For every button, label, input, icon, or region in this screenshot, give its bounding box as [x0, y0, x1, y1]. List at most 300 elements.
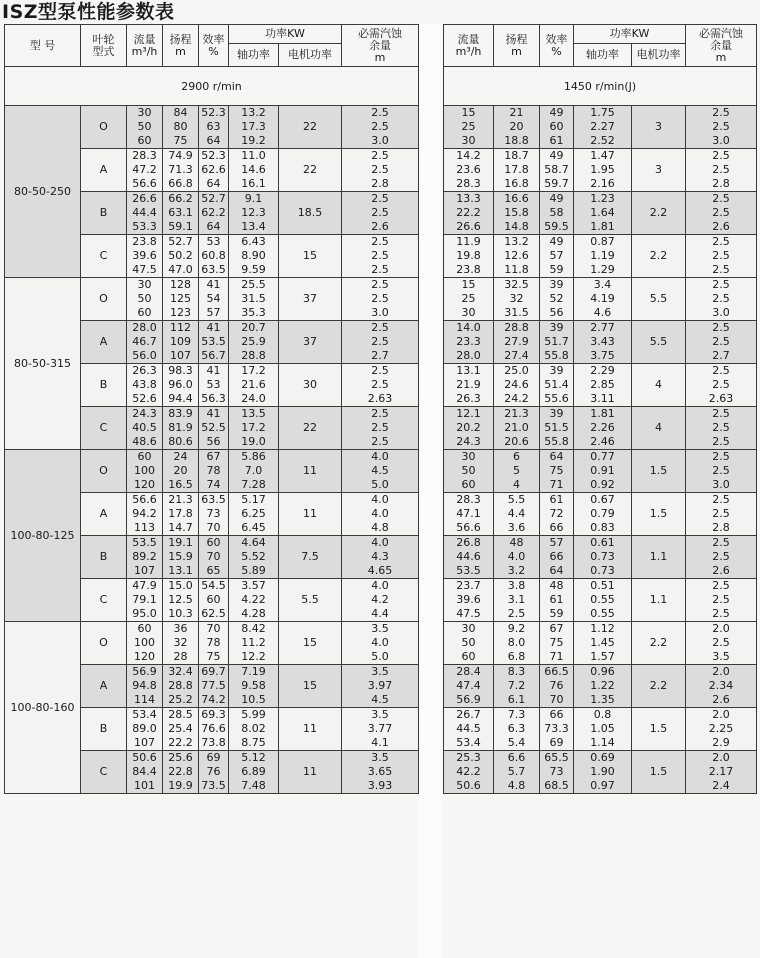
npsh-cell: 2.5 [342, 421, 419, 435]
efficiency-cell: 73.5 [199, 779, 229, 794]
npsh-cell: 2.63 [342, 392, 419, 407]
npsh-cell: 2.5 [342, 435, 419, 450]
table-row [444, 177, 757, 192]
table-row [444, 134, 757, 149]
table-row [444, 765, 757, 779]
head-cell: 8.0 [494, 636, 540, 650]
npsh-cell: 4.0 [342, 579, 419, 594]
shaft-power-cell: 28.8 [229, 349, 279, 364]
motor-power-cell: 5.5 [632, 278, 686, 321]
flow-cell: 107 [127, 736, 163, 751]
shaft-power-cell: 1.64 [574, 206, 632, 220]
shaft-power-cell: 4.19 [574, 292, 632, 306]
flow-cell: 11.9 [444, 235, 494, 250]
head-cell: 13.1 [163, 564, 199, 579]
shaft-power-cell: 2.16 [574, 177, 632, 192]
table-row [444, 206, 757, 220]
npsh-cell: 2.0 [686, 708, 757, 723]
motor-power-cell: 1.5 [632, 751, 686, 794]
header-efficiency-r: 效率 % [540, 25, 574, 67]
head-cell: 25.6 [163, 751, 199, 766]
impeller-type-cell: A [81, 321, 127, 364]
npsh-cell: 2.5 [686, 192, 757, 207]
flow-cell: 13.3 [444, 192, 494, 207]
shaft-power-cell: 3.11 [574, 392, 632, 407]
shaft-power-cell: 16.1 [229, 177, 279, 192]
efficiency-cell: 67 [199, 450, 229, 465]
shaft-power-cell: 31.5 [229, 292, 279, 306]
head-cell: 109 [163, 335, 199, 349]
flow-cell: 23.8 [444, 263, 494, 278]
flow-cell: 30 [127, 106, 163, 121]
head-cell: 7.3 [494, 708, 540, 723]
head-cell: 75 [163, 134, 199, 149]
efficiency-cell: 69 [199, 751, 229, 766]
head-cell: 22.2 [163, 736, 199, 751]
speed-label-1450: 1450 r/min(J) [444, 67, 757, 106]
flow-cell: 15 [444, 106, 494, 121]
head-cell: 6.1 [494, 693, 540, 708]
motor-power-cell: 30 [279, 364, 342, 407]
shaft-power-cell: 1.35 [574, 693, 632, 708]
npsh-cell: 4.4 [342, 607, 419, 622]
flow-cell: 46.7 [127, 335, 163, 349]
motor-power-cell: 3 [632, 149, 686, 192]
shaft-power-cell: 1.19 [574, 249, 632, 263]
efficiency-cell: 49 [540, 149, 574, 164]
efficiency-cell: 59.7 [540, 177, 574, 192]
flow-cell: 113 [127, 521, 163, 536]
efficiency-cell: 78 [199, 464, 229, 478]
npsh-cell: 2.5 [342, 407, 419, 422]
shaft-power-cell: 13.5 [229, 407, 279, 422]
shaft-power-cell: 0.73 [574, 550, 632, 564]
motor-power-cell: 11 [279, 708, 342, 751]
flow-cell: 44.4 [127, 206, 163, 220]
efficiency-cell: 60.8 [199, 249, 229, 263]
flow-cell: 56.6 [127, 177, 163, 192]
head-cell: 24 [163, 450, 199, 465]
efficiency-cell: 63.5 [199, 263, 229, 278]
head-cell: 96.0 [163, 378, 199, 392]
head-cell: 20.6 [494, 435, 540, 450]
flow-cell: 47.5 [444, 607, 494, 622]
shaft-power-cell: 0.55 [574, 607, 632, 622]
efficiency-cell: 64 [199, 220, 229, 235]
efficiency-cell: 56 [199, 435, 229, 450]
head-cell: 24.6 [494, 378, 540, 392]
motor-power-cell: 4 [632, 407, 686, 450]
flow-cell: 100 [127, 464, 163, 478]
shaft-power-cell: 1.95 [574, 163, 632, 177]
efficiency-cell: 66 [540, 521, 574, 536]
efficiency-cell: 71 [540, 650, 574, 665]
shaft-power-cell: 2.26 [574, 421, 632, 435]
efficiency-cell: 62.2 [199, 206, 229, 220]
flow-cell: 50 [444, 636, 494, 650]
shaft-power-cell: 1.05 [574, 722, 632, 736]
flow-cell: 42.2 [444, 765, 494, 779]
head-cell: 28.8 [163, 679, 199, 693]
impeller-type-cell: B [81, 364, 127, 407]
shaft-power-cell: 1.29 [574, 263, 632, 278]
flow-cell: 89.2 [127, 550, 163, 564]
header-power-r: 功率KW [574, 25, 686, 44]
shaft-power-cell: 7.48 [229, 779, 279, 794]
motor-power-cell: 2.2 [632, 235, 686, 278]
flow-cell: 53.5 [127, 536, 163, 551]
npsh-cell: 2.5 [686, 321, 757, 336]
head-cell: 112 [163, 321, 199, 336]
npsh-cell: 2.0 [686, 665, 757, 680]
shaft-power-cell: 6.25 [229, 507, 279, 521]
npsh-cell: 2.5 [686, 536, 757, 551]
head-cell: 32.4 [163, 665, 199, 680]
shaft-power-cell: 2.52 [574, 134, 632, 149]
npsh-cell: 2.6 [686, 693, 757, 708]
efficiency-cell: 49 [540, 106, 574, 121]
shaft-power-cell: 5.17 [229, 493, 279, 508]
head-cell: 32 [163, 636, 199, 650]
shaft-power-cell: 19.0 [229, 435, 279, 450]
efficiency-cell: 61 [540, 134, 574, 149]
head-cell: 66.8 [163, 177, 199, 192]
shaft-power-cell: 8.42 [229, 622, 279, 637]
head-cell: 21.3 [163, 493, 199, 508]
npsh-cell: 3.0 [686, 134, 757, 149]
npsh-cell: 2.5 [342, 335, 419, 349]
npsh-cell: 2.8 [686, 521, 757, 536]
head-cell: 15.0 [163, 579, 199, 594]
shaft-power-cell: 11.2 [229, 636, 279, 650]
shaft-power-cell: 1.90 [574, 765, 632, 779]
shaft-power-cell: 21.6 [229, 378, 279, 392]
head-cell: 4 [494, 478, 540, 493]
efficiency-cell: 73 [199, 507, 229, 521]
flow-cell: 107 [127, 564, 163, 579]
npsh-cell: 2.5 [342, 378, 419, 392]
table-row [444, 106, 757, 121]
impeller-type-cell: A [81, 149, 127, 192]
efficiency-cell: 66.5 [540, 665, 574, 680]
table-row [444, 579, 757, 594]
npsh-cell: 2.5 [342, 149, 419, 164]
flow-cell: 60 [127, 134, 163, 149]
shaft-power-cell: 2.77 [574, 321, 632, 336]
flow-cell: 56.9 [444, 693, 494, 708]
efficiency-cell: 70 [199, 622, 229, 637]
head-cell: 22.8 [163, 765, 199, 779]
flow-cell: 25 [444, 120, 494, 134]
shaft-power-cell: 2.29 [574, 364, 632, 379]
shaft-power-cell: 3.57 [229, 579, 279, 594]
header-head-r: 扬程 m [494, 25, 540, 67]
table-row [444, 220, 757, 235]
efficiency-cell: 76.6 [199, 722, 229, 736]
head-cell: 3.8 [494, 579, 540, 594]
efficiency-cell: 41 [199, 364, 229, 379]
flow-cell: 56.9 [127, 665, 163, 680]
npsh-cell: 2.6 [686, 220, 757, 235]
shaft-power-cell: 4.28 [229, 607, 279, 622]
header-npsh: 必需汽蚀 余量 m [342, 25, 419, 67]
table-row [444, 120, 757, 134]
npsh-cell: 2.5 [342, 106, 419, 121]
table-row [444, 263, 757, 278]
table-row [444, 693, 757, 708]
shaft-power-cell: 0.83 [574, 521, 632, 536]
npsh-cell: 3.5 [342, 665, 419, 680]
head-cell: 125 [163, 292, 199, 306]
speed-label-2900: 2900 r/min [5, 67, 419, 106]
efficiency-cell: 62.5 [199, 607, 229, 622]
head-cell: 5.5 [494, 493, 540, 508]
flow-cell: 39.6 [127, 249, 163, 263]
npsh-cell: 4.0 [342, 536, 419, 551]
shaft-power-cell: 20.7 [229, 321, 279, 336]
npsh-cell: 5.0 [342, 650, 419, 665]
head-cell: 48 [494, 536, 540, 551]
npsh-cell: 2.5 [686, 493, 757, 508]
flow-cell: 60 [127, 306, 163, 321]
shaft-power-cell: 1.81 [574, 407, 632, 422]
shaft-power-cell: 4.6 [574, 306, 632, 321]
shaft-power-cell: 4.64 [229, 536, 279, 551]
motor-power-cell: 3 [632, 106, 686, 149]
head-cell: 28.8 [494, 321, 540, 336]
efficiency-cell: 73 [540, 765, 574, 779]
model-cell: 80-50-315 [5, 278, 81, 450]
shaft-power-cell: 1.57 [574, 650, 632, 665]
shaft-power-cell: 24.0 [229, 392, 279, 407]
npsh-cell: 2.5 [686, 550, 757, 564]
motor-power-cell: 1.5 [632, 708, 686, 751]
efficiency-cell: 75 [540, 636, 574, 650]
efficiency-cell: 69.3 [199, 708, 229, 723]
table-row [5, 622, 419, 637]
npsh-cell: 2.8 [686, 177, 757, 192]
efficiency-cell: 56 [540, 306, 574, 321]
npsh-cell: 2.9 [686, 736, 757, 751]
shaft-power-cell: 14.6 [229, 163, 279, 177]
table-row [444, 564, 757, 579]
head-cell: 20 [494, 120, 540, 134]
flow-cell: 94.8 [127, 679, 163, 693]
flow-cell: 94.2 [127, 507, 163, 521]
motor-power-cell: 2.2 [632, 192, 686, 235]
npsh-cell: 2.6 [686, 564, 757, 579]
efficiency-cell: 54 [199, 292, 229, 306]
efficiency-cell: 52.7 [199, 192, 229, 207]
table-row [444, 192, 757, 207]
efficiency-cell: 64 [540, 564, 574, 579]
flow-cell: 26.3 [127, 364, 163, 379]
header-head: 扬程 m [163, 25, 199, 67]
head-cell: 3.2 [494, 564, 540, 579]
model-cell: 80-50-250 [5, 106, 81, 278]
npsh-cell: 4.0 [342, 636, 419, 650]
head-cell: 98.3 [163, 364, 199, 379]
head-cell: 2.5 [494, 607, 540, 622]
head-cell: 59.1 [163, 220, 199, 235]
table-row [444, 636, 757, 650]
flow-cell: 120 [127, 478, 163, 493]
npsh-cell: 2.5 [686, 278, 757, 293]
npsh-cell: 2.5 [686, 364, 757, 379]
shaft-power-cell: 1.14 [574, 736, 632, 751]
npsh-cell: 3.77 [342, 722, 419, 736]
efficiency-cell: 61 [540, 593, 574, 607]
efficiency-cell: 49 [540, 235, 574, 250]
shaft-power-cell: 6.43 [229, 235, 279, 250]
shaft-power-cell: 0.61 [574, 536, 632, 551]
head-cell: 66.2 [163, 192, 199, 207]
efficiency-cell: 70 [540, 693, 574, 708]
header-model: 型 号 [5, 25, 81, 67]
flow-cell: 28.4 [444, 665, 494, 680]
head-cell: 52.7 [163, 235, 199, 250]
flow-cell: 50.6 [127, 751, 163, 766]
flow-cell: 20.2 [444, 421, 494, 435]
efficiency-cell: 62.6 [199, 163, 229, 177]
head-cell: 5.4 [494, 736, 540, 751]
npsh-cell: 2.5 [686, 464, 757, 478]
head-cell: 19.1 [163, 536, 199, 551]
npsh-cell: 2.5 [686, 235, 757, 250]
motor-power-cell: 15 [279, 622, 342, 665]
motor-power-cell: 37 [279, 321, 342, 364]
flow-cell: 24.3 [444, 435, 494, 450]
motor-power-cell: 1.1 [632, 536, 686, 579]
shaft-power-cell: 0.77 [574, 450, 632, 465]
shaft-power-cell: 0.87 [574, 235, 632, 250]
npsh-cell: 2.5 [342, 235, 419, 250]
efficiency-cell: 75 [199, 650, 229, 665]
performance-table-1450 [443, 24, 757, 794]
head-cell: 6 [494, 450, 540, 465]
motor-power-cell: 7.5 [279, 536, 342, 579]
flow-cell: 79.1 [127, 593, 163, 607]
shaft-power-cell: 25.9 [229, 335, 279, 349]
head-cell: 47.0 [163, 263, 199, 278]
npsh-cell: 2.5 [686, 335, 757, 349]
efficiency-cell: 56.7 [199, 349, 229, 364]
flow-cell: 89.0 [127, 722, 163, 736]
flow-cell: 44.6 [444, 550, 494, 564]
shaft-power-cell: 1.12 [574, 622, 632, 637]
head-cell: 21 [494, 106, 540, 121]
npsh-cell: 2.5 [686, 106, 757, 121]
table-row [444, 751, 757, 766]
flow-cell: 28.3 [127, 149, 163, 164]
npsh-cell: 3.0 [686, 306, 757, 321]
shaft-power-cell: 8.90 [229, 249, 279, 263]
flow-cell: 114 [127, 693, 163, 708]
efficiency-cell: 65.5 [540, 751, 574, 766]
header-motor-power-r: 电机功率 [632, 44, 686, 67]
head-cell: 74.9 [163, 149, 199, 164]
flow-cell: 60 [127, 622, 163, 637]
npsh-cell: 2.5 [342, 321, 419, 336]
flow-cell: 14.2 [444, 149, 494, 164]
head-cell: 84 [163, 106, 199, 121]
npsh-cell: 2.5 [686, 450, 757, 465]
npsh-cell: 2.5 [686, 593, 757, 607]
npsh-cell: 2.5 [686, 263, 757, 278]
efficiency-cell: 60 [199, 593, 229, 607]
npsh-cell: 3.0 [686, 478, 757, 493]
head-cell: 14.8 [494, 220, 540, 235]
motor-power-cell: 37 [279, 278, 342, 321]
flow-cell: 26.7 [444, 708, 494, 723]
efficiency-cell: 55.8 [540, 349, 574, 364]
npsh-cell: 2.5 [342, 263, 419, 278]
npsh-cell: 2.5 [342, 206, 419, 220]
impeller-type-cell: O [81, 278, 127, 321]
head-cell: 5.7 [494, 765, 540, 779]
flow-cell: 24.3 [127, 407, 163, 422]
flow-cell: 52.6 [127, 392, 163, 407]
shaft-power-cell: 8.75 [229, 736, 279, 751]
motor-power-cell: 11 [279, 450, 342, 493]
shaft-power-cell: 6.89 [229, 765, 279, 779]
table-row [444, 779, 757, 794]
npsh-cell: 3.93 [342, 779, 419, 794]
efficiency-cell: 59 [540, 607, 574, 622]
efficiency-cell: 61 [540, 493, 574, 508]
efficiency-cell: 64 [540, 450, 574, 465]
npsh-cell: 3.0 [342, 306, 419, 321]
head-cell: 25.0 [494, 364, 540, 379]
npsh-cell: 2.5 [342, 278, 419, 293]
efficiency-cell: 39 [540, 278, 574, 293]
head-cell: 71.3 [163, 163, 199, 177]
motor-power-cell: 15 [279, 235, 342, 278]
table-row [444, 622, 757, 637]
shaft-power-cell: 19.2 [229, 134, 279, 149]
npsh-cell: 2.5 [342, 120, 419, 134]
model-cell: 100-80-125 [5, 450, 81, 622]
flow-cell: 56.0 [127, 349, 163, 364]
table-row [444, 650, 757, 665]
head-cell: 32 [494, 292, 540, 306]
flow-cell: 28.3 [444, 493, 494, 508]
flow-cell: 53.5 [444, 564, 494, 579]
efficiency-cell: 52 [540, 292, 574, 306]
table-row [444, 679, 757, 693]
table-row [5, 106, 419, 121]
shaft-power-cell: 9.58 [229, 679, 279, 693]
flow-cell: 28.0 [127, 321, 163, 336]
npsh-cell: 2.17 [686, 765, 757, 779]
flow-cell: 30 [127, 278, 163, 293]
efficiency-cell: 76 [540, 679, 574, 693]
motor-power-cell: 11 [279, 751, 342, 794]
efficiency-cell: 41 [199, 278, 229, 293]
impeller-type-cell: A [81, 665, 127, 708]
shaft-power-cell: 0.79 [574, 507, 632, 521]
motor-power-cell: 1.5 [632, 493, 686, 536]
efficiency-cell: 75 [540, 464, 574, 478]
table-row [444, 593, 757, 607]
npsh-cell: 2.63 [686, 392, 757, 407]
head-cell: 11.8 [494, 263, 540, 278]
npsh-cell: 2.34 [686, 679, 757, 693]
flow-cell: 30 [444, 134, 494, 149]
shaft-power-cell: 0.67 [574, 493, 632, 508]
flow-cell: 120 [127, 650, 163, 665]
head-cell: 83.9 [163, 407, 199, 422]
